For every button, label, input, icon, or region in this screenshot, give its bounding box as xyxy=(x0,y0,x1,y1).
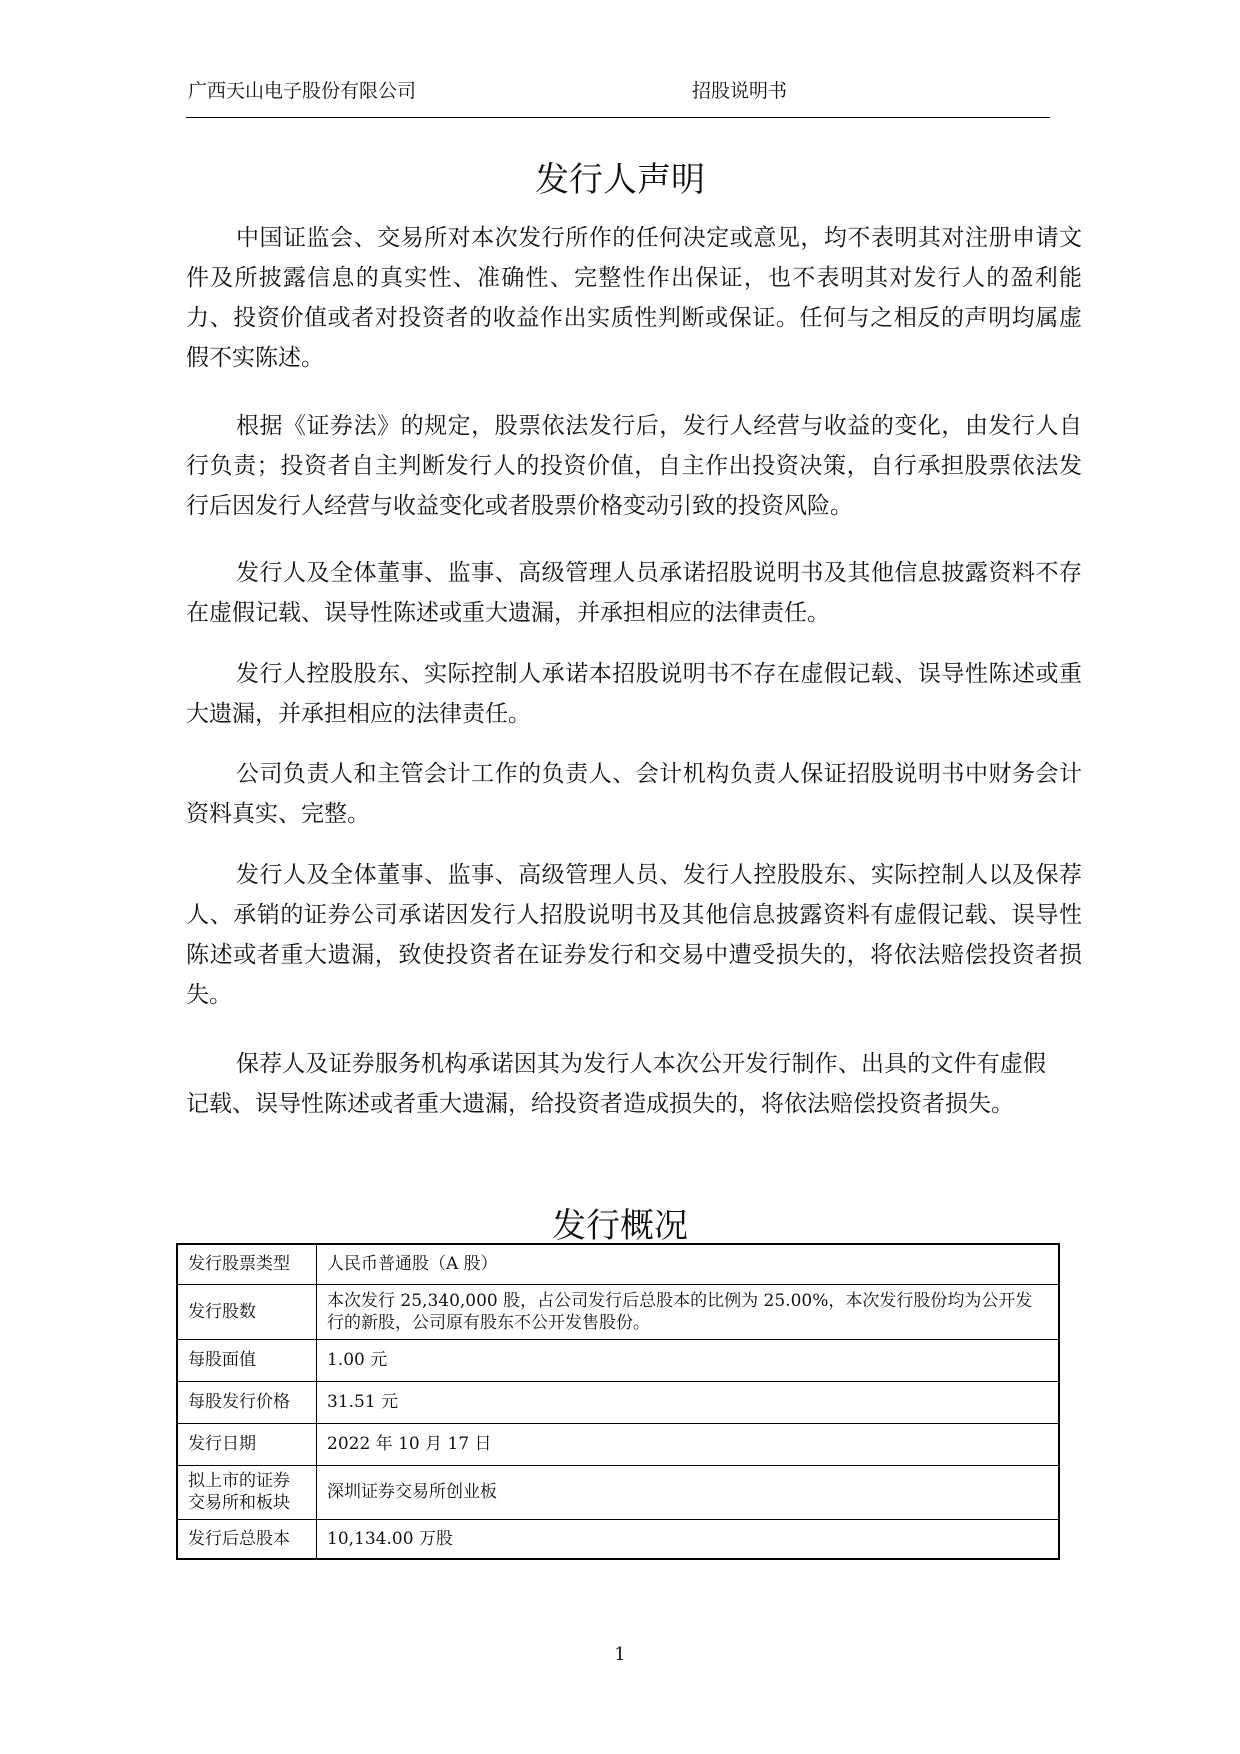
declaration-paragraph: 发行人及全体董事、监事、高级管理人员、发行人控股股东、实际控制人以及保荐人、承销的证券公司承诺因发行人招股说明书及其他信息披露资料有虚假记载、误导性陈述或者重大遗漏，致使投资者在证券发行和交易中遭受损失的，将依法赔偿投资者损失。 xyxy=(186,862,1082,1008)
declaration-paragraph: 发行人及全体董事、监事、高级管理人员承诺招股说明书及其他信息披露资料不存在虚假记载、误导性陈述或重大遗漏，并承担相应的法律责任。 xyxy=(186,560,1082,626)
table-row xyxy=(177,1339,1059,1381)
row-label: 每股发行价格 xyxy=(177,1381,317,1423)
row-value: 10,134.00 万股 xyxy=(317,1519,1060,1559)
declaration-paragraph: 中国证监会、交易所对本次发行所作的任何决定或意见，均不表明其对注册申请文件及所披露信息的真实性、准确性、完整性作出保证，也不表明其对发行人的盈利能力、投资价值或者对投资者的收益作出实质性判断或保证。任何与之相反的声明均属虚假不实陈述。 xyxy=(186,225,1082,371)
table-row xyxy=(177,1465,1059,1519)
declaration-paragraph: 根据《证券法》的规定，股票依法发行后，发行人经营与收益的变化，由发行人自行负责；投资者自主判断发行人的投资价值，自主作出投资决策，自行承担股票依法发行后因发行人经营与收益变化或者股票价格变动引致的投资风险。 xyxy=(186,413,1082,519)
declaration-title: 发行人声明 xyxy=(535,160,705,200)
page-number: 1 xyxy=(614,1644,626,1665)
page-header xyxy=(186,74,1050,118)
row-value: 人民币普通股（A 股） xyxy=(317,1244,1060,1284)
row-value: 深圳证券交易所创业板 xyxy=(317,1465,1060,1519)
row-value: 31.51 元 xyxy=(317,1381,1060,1423)
company-name: 广西天山电子股份有限公司 xyxy=(188,80,417,102)
row-label: 每股面值 xyxy=(177,1339,317,1381)
row-value: 1.00 元 xyxy=(317,1339,1060,1381)
row-label: 拟上市的证券交易所和板块 xyxy=(177,1465,317,1519)
row-value: 2022 年 10 月 17 日 xyxy=(317,1423,1060,1465)
row-label: 发行日期 xyxy=(177,1423,317,1465)
declaration-paragraph: 保荐人及证券服务机构承诺因其为发行人本次公开发行制作、出具的文件有虚假记载、误导性陈述或者重大遗漏，给投资者造成损失的，将依法赔偿投资者损失。 xyxy=(186,1051,1046,1117)
table-row xyxy=(177,1244,1059,1284)
row-label: 发行后总股本 xyxy=(177,1519,317,1559)
overview-title: 发行概况 xyxy=(552,1206,688,1246)
row-label: 发行股数 xyxy=(177,1284,317,1339)
table-row xyxy=(177,1381,1059,1423)
declaration-paragraph: 公司负责人和主管会计工作的负责人、会计机构负责人保证招股说明书中财务会计资料真实、完整。 xyxy=(186,761,1082,827)
row-label: 发行股票类型 xyxy=(177,1244,317,1284)
header-divider xyxy=(186,117,1050,118)
declaration-paragraph: 发行人控股股东、实际控制人承诺本招股说明书不存在虚假记载、误导性陈述或重大遗漏，并承担相应的法律责任。 xyxy=(186,661,1082,727)
document-type: 招股说明书 xyxy=(692,80,788,102)
row-value: 本次发行 25,340,000 股，占公司发行后总股本的比例为 25.00%，本次发行股份均为公开发行的新股，公司原有股东不公开发售股份。 xyxy=(317,1284,1060,1339)
table-row xyxy=(177,1519,1059,1559)
table-row xyxy=(177,1423,1059,1465)
overview-table xyxy=(176,1243,1060,1560)
table-row xyxy=(177,1284,1059,1339)
